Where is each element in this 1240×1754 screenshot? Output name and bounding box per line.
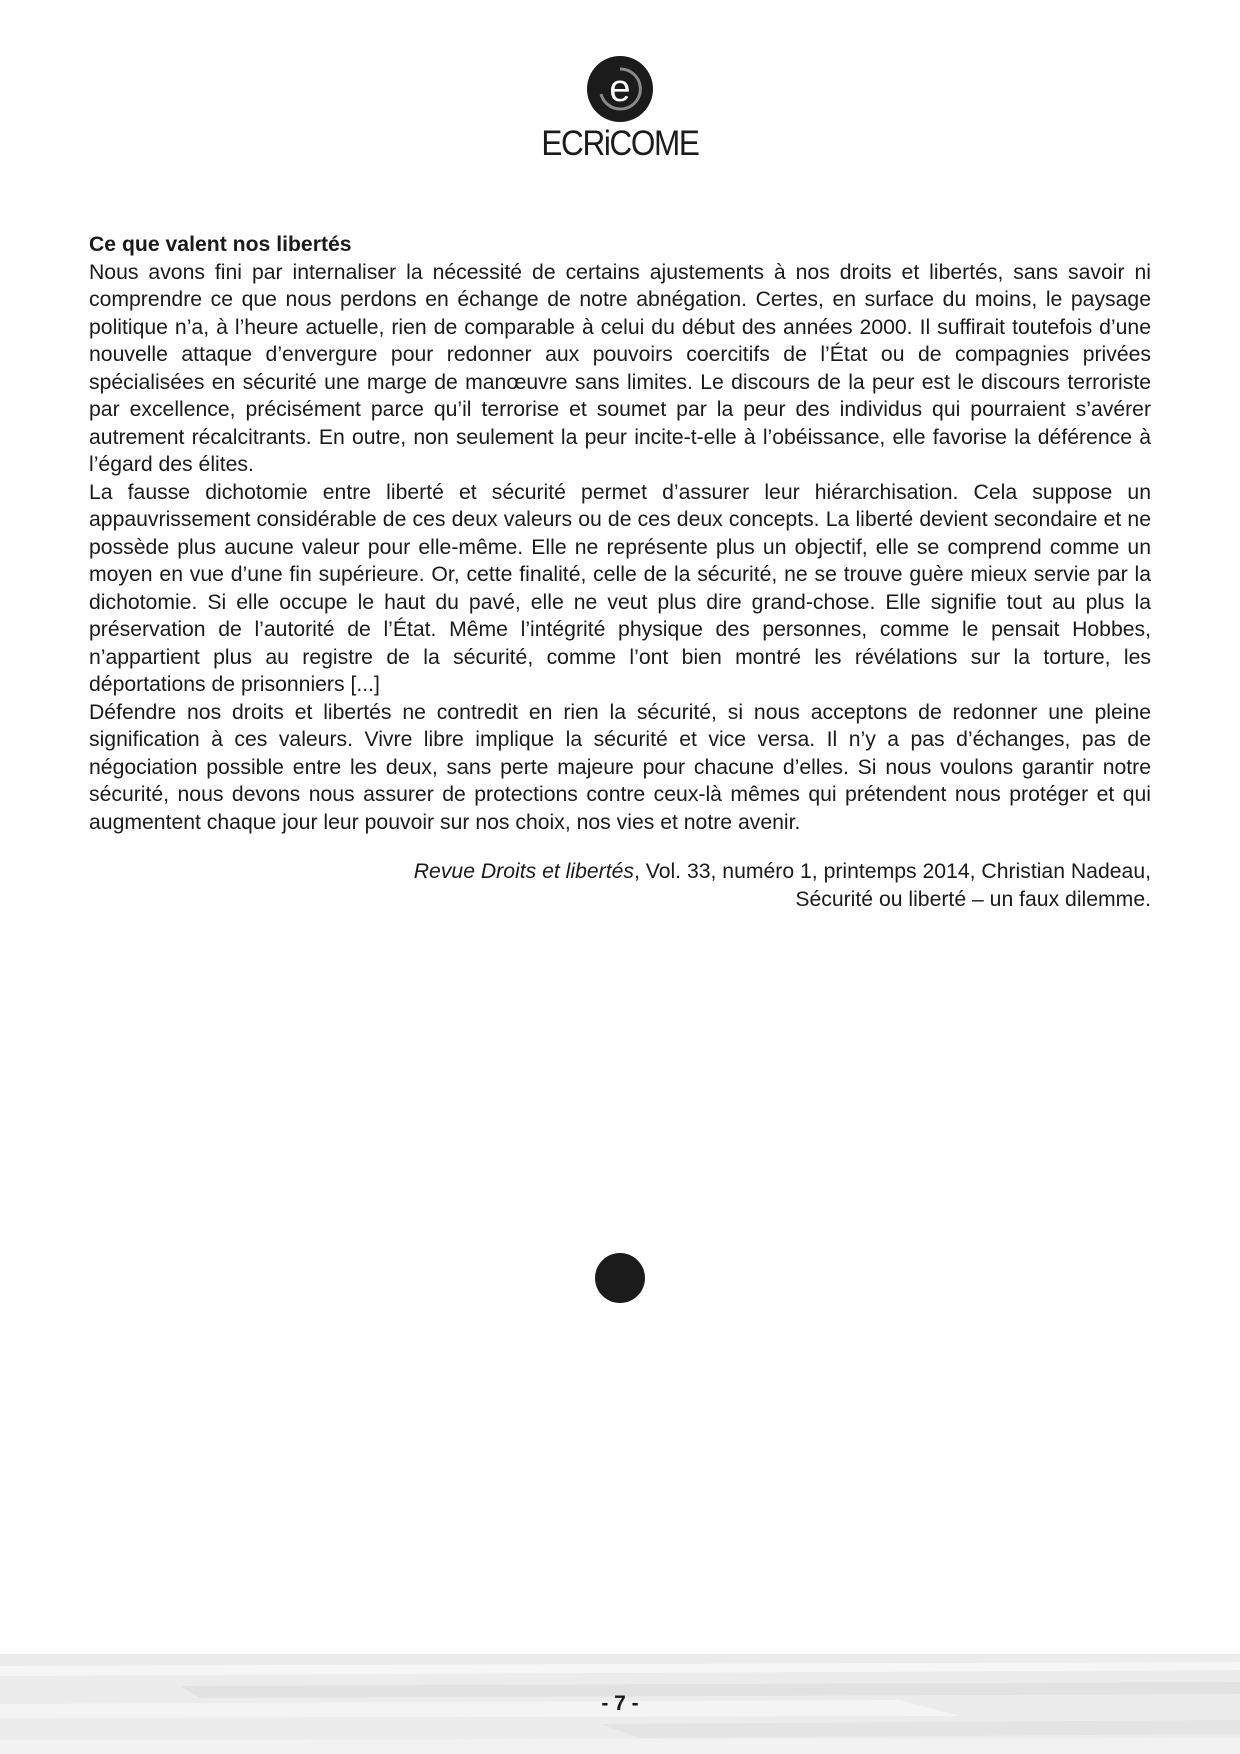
citation	[89, 858, 1151, 913]
decorative-dot	[595, 1253, 645, 1303]
header	[0, 56, 1240, 164]
paragraph-2: La fausse dichotomie entre liberté et sécurité permet d’assurer leur hiérarchisation. Cela suppose un appauvrissement considérable de ces deux valeurs ou de ces deux concepts. La liberté devient secondaire et ne possède plus aucune valeur pour elle-même. Elle ne représente plus un objectif, elle se comprend comme un moyen en vue d’une fin supérieure. Or, cette finalité, celle de la sécurité, ne se trouve guère mieux servie par la dichotomie. Si elle occupe le haut du pavé, elle ne veut plus dire grand-chose. Elle signifie tout au plus la préservation de l’autorité de l’État. Même l’intégrité physique des personnes, comme le pensait Hobbes, n’appartient plus au registre de la sécurité, comme l’ont bien montré les révélations sur la torture, les déportations de prisonniers [...]	[89, 480, 1151, 696]
article	[89, 231, 1151, 913]
paragraph-3: Défendre nos droits et libertés ne contredit en rien la sécurité, si nous acceptons de redonner une pleine signification à ces valeurs. Vivre libre implique la sécurité et vice versa. Il n’y a pas d’échanges, pas de négociation possible entre les deux, sans perte majeure pour chacune d’elles. Si nous voulons garantir notre sécurité, nous devons nous assurer de protections contre ceux-là mêmes qui prétendent nous protéger et qui augmentent chaque jour leur pouvoir sur nos choix, nos vies et notre avenir.	[89, 700, 1151, 834]
citation-line-2: Sécurité ou liberté – un faux dilemme.	[795, 887, 1151, 911]
citation-source: Revue Droits et libertés	[413, 860, 634, 883]
logo-e-mark	[587, 56, 653, 122]
paragraph-1: Nous avons fini par internaliser la nécessité de certains ajustements à nos droits et libertés, sans savoir ni comprendre ce que nous perdons en échange de notre abnégation. Certes, en surface du moins, le paysage politique n’a, à l’heure actuelle, rien de comparable à celui du début des années 2000. Il suffirait toutefois d’une nouvelle attaque d’envergure pour redonner aux pouvoirs coercitifs de l’État ou de compagnies privées spécialisées en sécurité une marge de manœuvre sans limites. Le discours de la peur est le discours terroriste par excellence, précisément parce qu’il terrorise et soumet par la peur des individus qui pourraient s’avérer autrement récalcitrants. En outre, non seulement la peur incite-t-elle à l’obéissance, elle favorise la déférence à l’égard des élites.	[89, 260, 1151, 476]
logo-name: ECRiCOME	[541, 124, 699, 163]
page-number: - 7 -	[601, 1692, 639, 1715]
article-title: Ce que valent nos libertés	[89, 233, 352, 256]
citation-details: , Vol. 33, numéro 1, printemps 2014, Christian Nadeau,	[633, 860, 1151, 883]
ecricome-logo-icon	[587, 56, 653, 122]
citation-line-1	[89, 858, 1151, 886]
logo-letter: e	[609, 68, 631, 110]
